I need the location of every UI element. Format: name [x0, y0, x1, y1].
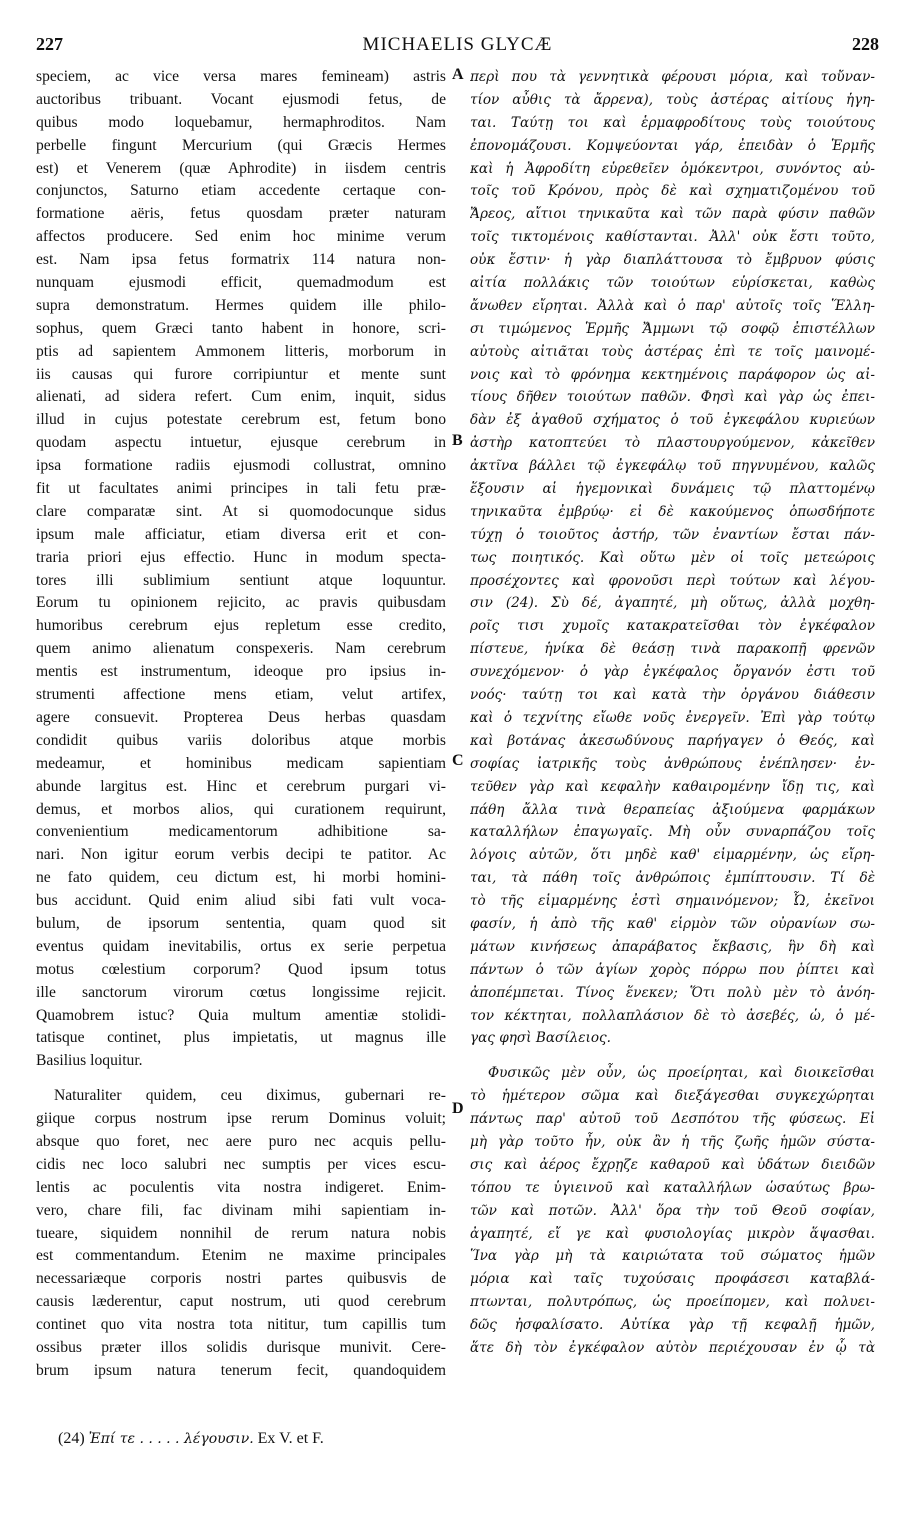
section-marker-d: D — [452, 1100, 464, 1117]
text-line: eventus quidam inevitabilis, ortus ex serie perpetua — [36, 937, 446, 955]
text-line: tueare, siquidem nonnihil de rerum natura nobis — [36, 1224, 446, 1242]
text-line: ne fato quidem, ceu dictum est, hi morbi homini- — [36, 869, 446, 887]
footnote-greek-lemma: Ἐπί τε . . . . . λέγουσιν. — [88, 1431, 254, 1447]
text-line: ossibus præter illos solidis durisque munivit. Cere- — [36, 1338, 446, 1356]
text-line: condidit quibus variis doloribus atque morbis — [36, 731, 446, 749]
text-line: ἀποπέμπεται. Τίνος ἕνεκεν; Ὅτι πολὺ μὲν τὸ ἀνόη- — [470, 984, 875, 1001]
section-marker-b: B — [452, 432, 463, 449]
text-line: γας φησὶ Βασίλειος. — [470, 1030, 611, 1047]
text-line: perbelle fingunt Mercurium (qui Græcis Hermes — [36, 136, 446, 154]
text-line: bulum, de ipsorum sententia, quam quod sit — [36, 914, 446, 932]
text-line: πίστευε, ἡνίκα δὲ θεάσῃ τινὰ παρακοπῇ φρενῶν — [470, 641, 875, 658]
text-line: quem animo alienatum conspexeris. Nam cerebrum — [36, 640, 446, 658]
text-line: nunquam ejusmodi efficit, quemadmodum est — [36, 274, 446, 292]
paragraph-gap — [36, 1073, 446, 1085]
text-line: nari. Non igitur eorum verbis decipi te patitor. Ac — [36, 846, 446, 864]
text-line: ἀκτῖνα βάλλει τῷ ἐγκεφάλῳ τοῦ πηγνυμένου, καλῶς — [470, 458, 875, 475]
text-line: τίους δῆθεν τοιούτων παθῶν. Φησὶ καὶ γὰρ ὡς ἐπει- — [470, 389, 875, 406]
text-line: σις καὶ ἀέρος ἔχρῃζε καθαροῦ καὶ ὑδάτων διειδῶν — [470, 1156, 875, 1173]
text-line: brum ipsum natura tenerum fecit, quandoquidem — [36, 1361, 446, 1379]
text-line: ἅτε δὴ τὸν ἐγκέφαλον αὐτὸν περιέχουσαν ἐν ᾧ τὰ — [470, 1339, 875, 1356]
footnote-source: Ex V. et F. — [257, 1430, 324, 1447]
text-line: traria priori ejus effectio. Hunc in modum specta- — [36, 548, 446, 566]
text-line: humoribus cerebrum ejus repletum esse credito, — [36, 617, 446, 635]
text-line: μάτων κινήσεως ἀπαράβατος ἔκβασις, ἣν δὴ καὶ — [470, 938, 875, 955]
text-line: formatione aëris, fetus quosdam præter naturam — [36, 205, 446, 223]
text-line: μόρια καὶ ταῖς τυχούσαις προφάσεσι καταβλά- — [470, 1271, 875, 1288]
text-line: supra demonstratum. Hermes quidem ille philo- — [36, 296, 446, 314]
text-line: motus cœlestium corporum? Quod ipsum totus — [36, 960, 446, 978]
text-line: causis læderentur, caput nostrum, uti quod cerebrum — [36, 1293, 446, 1311]
section-marker-a: A — [452, 66, 464, 83]
text-line: ται, τὰ πάθη τοῖς ἀνθρώποις ἐμπίπτουσιν. Τί δὲ — [470, 870, 875, 887]
text-line: πτωνται, πολυτρόπως, ὡς προείπομεν, καὶ πολυει- — [470, 1294, 875, 1311]
text-line: bus accidunt. Quid enim aliud sibi fati vult voca- — [36, 892, 446, 910]
text-line: ipsa formatione radiis ejusmodi collustrat, omnino — [36, 457, 446, 475]
footnote — [58, 1430, 324, 1448]
text-line: καὶ ὁ τεχνίτης εἴωθε νοῦς ἐνεργεῖν. Ἐπὶ γὰρ τούτῳ — [470, 709, 875, 726]
text-line: αὐτοὺς αἰτιᾶται τοὺς ἀστέρας ἐπὶ τε τοῖς μαινομέ- — [470, 343, 875, 360]
text-line: ipsum male afficiatur, etiam diversa erit et con- — [36, 525, 446, 543]
text-line: strumenti affectione mens etiam, velut artifex, — [36, 686, 446, 704]
text-line: τόπου τε ὑγιεινοῦ καὶ καταλλήλων ὡσαύτως βρω- — [470, 1179, 875, 1196]
text-line: δὰν ἐξ ἀγαθοῦ σχήματος ὁ τοῦ ἐγκεφάλου κυριεύων — [470, 412, 875, 429]
text-line: τως ποιητικός. Καὶ οὕτω μὲν οἱ τοῖς μετεώροις — [470, 549, 875, 566]
text-line: iis causas qui furore corripiuntur et mente sunt — [36, 365, 446, 383]
text-line: τοῖς τικτομένοις καθίστανται. Ἀλλ' οὐκ ἔστι τοῦτο, — [470, 229, 875, 246]
text-line: medeamur, et hominibus medicam sapientiam — [36, 754, 446, 772]
text-line: ται. Ταύτῃ τοι καὶ ἑρμαφροδίτους τοὺς τοιούτους — [470, 114, 875, 131]
text-line: est commentandum. Etenim ne maxime principales — [36, 1247, 446, 1265]
text-line: ἐπονομάζουσι. Κομψεύονται γάρ, ἐπειδὰν ὁ Ἑρμῆς — [470, 137, 875, 154]
text-line: τεῦθεν γὰρ καὶ κεφαλὴν καθαιρομένην ἴδῃ τις, καὶ — [470, 778, 875, 795]
text-line: tatisque continet, plus impietatis, ut magnus ille — [36, 1029, 446, 1047]
text-line: ptis ad sapientem Ammonem litteris, morborum in — [36, 342, 446, 360]
text-line: τὸ ἡμέτερον σῶμα καὶ διεξάγεσθαι συγκεχώρηται — [470, 1088, 875, 1105]
running-header — [28, 34, 887, 60]
text-line: alienati, ad sidera refert. Cum enim, inquit, sidus — [36, 388, 446, 406]
text-line: Φυσικῶς μὲν οὖν, ὡς προείρηται, καὶ διοικεῖσθαι — [488, 1065, 875, 1082]
text-line: ille sanctorum virorum cœtus longissime rejicit. — [36, 983, 446, 1001]
text-line: Ἵνα γὰρ μὴ τὰ καιριώτατα τοῦ σώματος ἡμῶν — [470, 1248, 875, 1265]
text-line: τῶν καὶ ποτῶν. Ἀλλ' ὅρα τὴν τοῦ Θεοῦ σοφίαν, — [470, 1202, 875, 1219]
text-line: Naturaliter quidem, ceu diximus, gubernari re- — [54, 1087, 446, 1105]
section-marker-c: C — [452, 752, 464, 769]
text-line: πάντων ὁ τῶν ἁγίων χορὸς πόρρω που ῥίπτει καὶ — [470, 961, 875, 978]
text-line: πάθη ἄλλα τινὰ θεραπείας ἀξιούμενα φαρμάκων — [470, 801, 875, 818]
paragraph-gap — [470, 1050, 875, 1062]
text-line: προσέχοντες καὶ φρονοῦσι περὶ τούτων καὶ λέγου- — [470, 572, 875, 589]
text-line: ἀστὴρ κατοπτεύει τὸ πλαστουργούμενον, κἀκεῖθεν — [470, 435, 875, 452]
text-line: necessariæque corporis nostri partes quibusvis de — [36, 1270, 446, 1288]
text-line: Quamobrem istuc? Quia multum amentiæ stolidi- — [36, 1006, 446, 1024]
text-line: mentis est instrumentum, ideoque pro ipsius in- — [36, 663, 446, 681]
text-line: νοις καὶ τὸ φρόνημα κεκτημένοις παράφορον ὡς αἰ- — [470, 366, 875, 383]
text-line: λόγοις αὐτῶν, ὅτι μηδὲ καθ' εἱμαρμένην, ὡς εἴρη- — [470, 847, 875, 864]
text-line: τον κέκτηται, πολλαπλάσιον δὲ τὸ ἀσεβές, ὡ, ὁ μέ- — [470, 1007, 875, 1024]
left-page-number: 227 — [36, 34, 63, 54]
text-line: lentis ac poculentis vita nostra indigeret. Enim- — [36, 1178, 446, 1196]
text-line: τοῖς τοῦ Κρόνου, πρὸς δὲ καὶ σχηματιζομένου τοῦ — [470, 183, 875, 200]
text-line: ροῖς τισι χυμοῖς κατακρατεῖσθαι τὸν ἐγκέφαλον — [470, 618, 875, 635]
text-line: τίον αὖθις τὰ ἄρρενα), τοὺς ἀστέρας αἰτίους ἡγη- — [470, 91, 875, 108]
running-title: MICHAELIS GLYCÆ — [362, 34, 553, 55]
text-line: σοφίας ἰατρικῆς τοὺς ἀνθρώπους ἐνέπλησεν· ἐν- — [470, 755, 875, 772]
footnote-number: (24) — [58, 1430, 85, 1447]
latin-column — [36, 66, 446, 1383]
text-line: affectos producere. Sed enim hoc minime verum — [36, 228, 446, 246]
right-page-number: 228 — [852, 34, 879, 54]
text-line: est) et Venerem (quæ Aphrodite) in iisdem centris — [36, 159, 446, 177]
text-line: fit ut facultates animi principes in tali fetu præ- — [36, 480, 446, 498]
text-line: τὸ τῆς εἱμαρμένης ἐστὶ σημαινόμενον; Ὦ, ἐκεῖνοι — [470, 893, 875, 910]
text-line: περὶ που τὰ γεννητικὰ φέρουσι μόρια, καὶ τοὔναν- — [470, 69, 875, 85]
text-line: Basilius loquitur. — [36, 1052, 143, 1070]
text-line: τηνικαῦτα ἐμβρύῳ· εἰ δὲ κακούμενος ὁπωσδήποτε — [470, 503, 875, 520]
text-line: τύχῃ ὁ τοιοῦτος ἀστήρ, τῶν ἐναντίων ἔσται πάν- — [470, 526, 875, 543]
text-line: ἄνωθεν εἴρηται. Ἀλλὰ καὶ ὁ παρ' αὐτοῖς τοῖς Ἕλλη- — [470, 297, 875, 314]
text-line: πάντως παρ' αὐτοῦ τοῦ Δεσπότου τῆς φύσεως. Εἰ — [470, 1111, 875, 1128]
text-line: quibus modo loquebamur, hermaphroditos. Nam — [36, 113, 446, 131]
text-line: clare comparatæ sint. At si quomodocunque sidus — [36, 502, 446, 520]
text-line: agere consuevit. Propterea Deus herbas quasdam — [36, 708, 446, 726]
text-line: vero, chare fili, fac divinam mihi sapientiam in- — [36, 1201, 446, 1219]
text-line: continet quo vita nostra tota nititur, tum capillis tum — [36, 1316, 446, 1334]
text-line: μὴ γὰρ τοῦτο ἦν, οὐκ ἂν ἡ τῆς ζωῆς ἡμῶν σύστα- — [470, 1133, 875, 1150]
greek-column — [470, 66, 875, 1360]
text-line: quodam aspectu intuetur, ejusque cerebrum in — [36, 434, 446, 452]
text-line: demus, et morbos alios, qui curationem requirunt, — [36, 800, 446, 818]
text-line: Eorum tu opinionem rejicito, ac pravis quibusdam — [36, 594, 446, 612]
text-line: est. Nam ipsa fetus formatrix 114 natura non- — [36, 251, 446, 269]
text-line: cidis nec loco salubri nec sumptis per vices escu- — [36, 1155, 446, 1173]
text-line: δῶς ἠσφαλίσατο. Αὐτίκα γὰρ τῇ κεφαλῇ ἡμῶν, — [470, 1317, 875, 1334]
text-line: συνεχόμενον· ὁ γὰρ ἐγκέφαλος ὄργανόν ἐστι τοῦ — [470, 664, 875, 681]
text-line: ἀγαπητέ, εἴ γε καὶ φυσιολογίας μικρὸν ἅψασθαι. — [470, 1225, 875, 1242]
text-line: absque quo foret, nec aere puro nec acquis pellu- — [36, 1132, 446, 1150]
text-line: speciem, ac vice versa mares femineam) astris — [36, 68, 446, 85]
text-line: giique corpus nostrum ipse rerum Dominus voluit; — [36, 1110, 446, 1128]
text-line: conjunctos, Saturno etiam accedente certaque con- — [36, 182, 446, 200]
text-line: tores illi sublimium sentiunt atque loquuntur. — [36, 571, 446, 589]
text-line: νοός· ταύτῃ τοι καὶ κατὰ τὴν ὀργάνου διάθεσιν — [470, 687, 875, 704]
text-line: abunde largitus est. Hinc et cerebrum purgari vi- — [36, 777, 446, 795]
text-line: αἰτία πολλάκις τῶν τοιούτων εὑρίσκεται, καθὼς — [470, 275, 875, 292]
text-line: Ἄρεος, αἴτιοι τηνικαῦτα καὶ τῶν παρὰ φύσιν παθῶν — [470, 206, 875, 223]
text-line: καὶ ἡ Ἀφροδίτη εὑρεθεῖεν ὁμόκεντροι, συνόντος αὐ- — [470, 160, 875, 177]
text-line: sophus, quem Græci tanto habent in honore, scri- — [36, 319, 446, 337]
text-line: auctoribus tribuant. Vocant ejusmodi fetus, de — [36, 90, 446, 108]
text-line: illud in cujus potestate cerebrum est, fetum bono — [36, 411, 446, 429]
text-line: καὶ βοτάνας ἀκεσωδύνους παρήγαγεν ὁ Θεός, καὶ — [470, 732, 875, 749]
text-line: σιν (24). Σὺ δέ, ἀγαπητέ, μὴ οὕτως, ἀλλὰ μοχθη- — [470, 595, 875, 612]
text-line: convenientium medicamentorum adhibitione sa- — [36, 823, 446, 841]
text-line: ἕξουσιν αἱ ἡγεμονικαὶ δυνάμεις τῷ πλαττομένῳ — [470, 481, 875, 498]
text-line: καταλλήλων ἐπαγωγαῖς. Μὴ οὖν συναρπάζου τοῖς — [470, 824, 875, 841]
text-line: φασίν, ἡ ἀπὸ τῆς καθ' εἱρμὸν τῶν οὐρανίων σω- — [470, 915, 875, 932]
text-line: σι τιμώμενος Ἑρμῆς Ἄμμωνι τῷ σοφῷ ἐπιστέλλων — [470, 320, 875, 337]
text-line: οὐκ ἔστιν· ἡ γὰρ διαπλάττουσα τὸ ἔμβρυον φύσις — [470, 252, 875, 269]
